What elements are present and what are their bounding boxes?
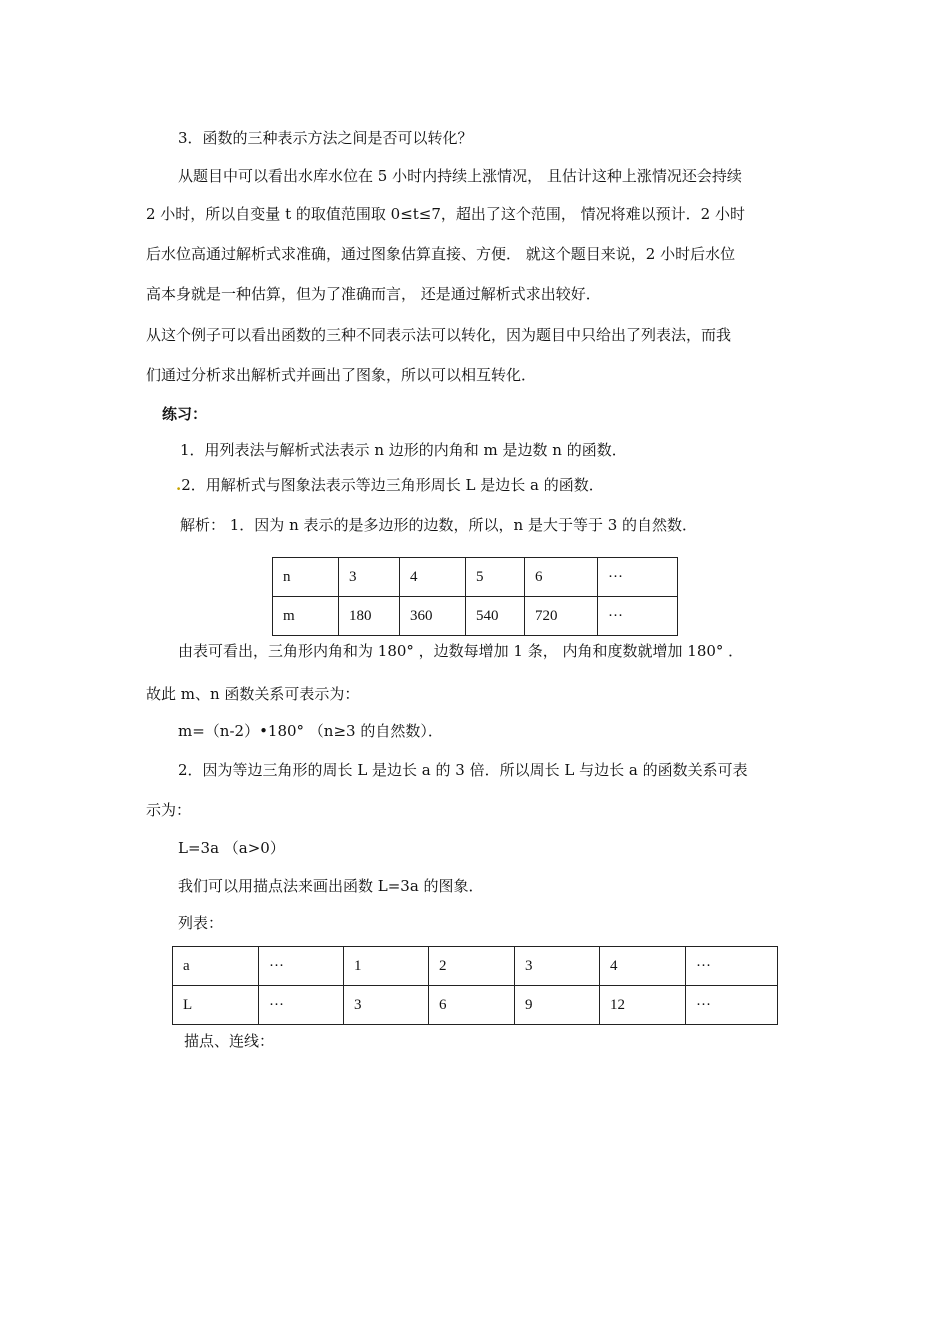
paragraph-line: 从题目中可以看出水库水位在 5 小时内持续上涨情况， 且估计这种上涨情况还会持续 <box>178 167 742 185</box>
table-cell: 5 <box>466 558 525 597</box>
table-cell: 4 <box>400 558 466 597</box>
list-label: 列表： <box>178 914 224 932</box>
table-cell: 360 <box>400 597 466 636</box>
polygon-angle-table <box>272 557 678 636</box>
table-cell: 3 <box>339 558 400 597</box>
table-cell: n <box>273 558 339 597</box>
table-cell: 12 <box>600 986 686 1025</box>
table-cell: 180 <box>339 597 400 636</box>
table-cell: 4 <box>600 947 686 986</box>
table-cell: 3 <box>515 947 600 986</box>
practice-question-2 <box>176 475 604 495</box>
perimeter-table <box>172 946 778 1025</box>
formula-l-a: L=3a （a>0） <box>178 839 285 857</box>
table-row <box>273 597 678 636</box>
conclusion-line: 从这个例子可以看出函数的三种不同表示法可以转化，因为题目中只给出了列表法，而我 <box>146 326 732 344</box>
table-cell: m <box>273 597 339 636</box>
part-2-line: 2．因为等边三角形的周长 L 是边长 a 的 3 倍．所以周长 L 与边长 a 的函数关系可表 <box>178 761 748 779</box>
formula-m-n: m=（n-2）•180° （n≥3 的自然数）． <box>178 722 443 740</box>
conclusion-line: 们通过分析求出解析式并画出了图象，所以可以相互转化． <box>146 366 537 384</box>
table-cell: 6 <box>525 558 598 597</box>
table-cell: 720 <box>525 597 598 636</box>
practice-question-2-text: 2．用解析式与图象法表示等边三角形周长 L 是边长 a 的函数． <box>181 476 604 494</box>
plot-method-note: 我们可以用描点法来画出函数 L=3a 的图象． <box>178 877 484 895</box>
table-cell: ··· <box>686 947 778 986</box>
table-cell: ··· <box>598 597 678 636</box>
section-3-heading: 3．函数的三种表示方法之间是否可以转化？ <box>178 129 473 147</box>
practice-question-1: 1．用列表法与解析式法表示 n 边形的内角和 m 是边数 n 的函数． <box>180 441 627 459</box>
table-cell: 540 <box>466 597 525 636</box>
table-row <box>173 986 778 1025</box>
paragraph-line: 高本身就是一种估算，但为了准确而言， 还是通过解析式求出较好． <box>146 285 601 303</box>
table-row <box>273 558 678 597</box>
table-cell: 9 <box>515 986 600 1025</box>
part-2-line: 示为： <box>146 801 192 819</box>
plot-label: 描点、连线： <box>184 1032 275 1050</box>
paragraph-line: 后水位高通过解析式求准确，通过图象估算直接、方便． 就这个题目来说，2 小时后水位 <box>146 245 736 263</box>
table-cell: 6 <box>429 986 515 1025</box>
table-cell: ··· <box>259 986 344 1025</box>
table-cell: ··· <box>259 947 344 986</box>
practice-title: 练习： <box>162 405 208 423</box>
table-cell: 1 <box>344 947 429 986</box>
table-cell: 2 <box>429 947 515 986</box>
table-row <box>173 947 778 986</box>
bullet-marker: . <box>176 476 182 494</box>
paragraph-line: 2 小时，所以自变量 t 的取值范围取 0≤t≤7，超出了这个范围， 情况将难以预计．2 小时 <box>146 205 745 223</box>
table-observation: 由表可看出，三角形内角和为 180° ，边数每增加 1 条， 内角和度数就增加 180° ． <box>178 642 744 660</box>
relation-intro: 故此 m、n 函数关系可表示为： <box>146 685 360 703</box>
table-cell: a <box>173 947 259 986</box>
solution-intro: 解析： 1．因为 n 表示的是多边形的边数，所以，n 是大于等于 3 的自然数． <box>180 516 698 534</box>
table-cell: L <box>173 986 259 1025</box>
table-cell: 3 <box>344 986 429 1025</box>
table-cell: ··· <box>598 558 678 597</box>
table-cell: ··· <box>686 986 778 1025</box>
